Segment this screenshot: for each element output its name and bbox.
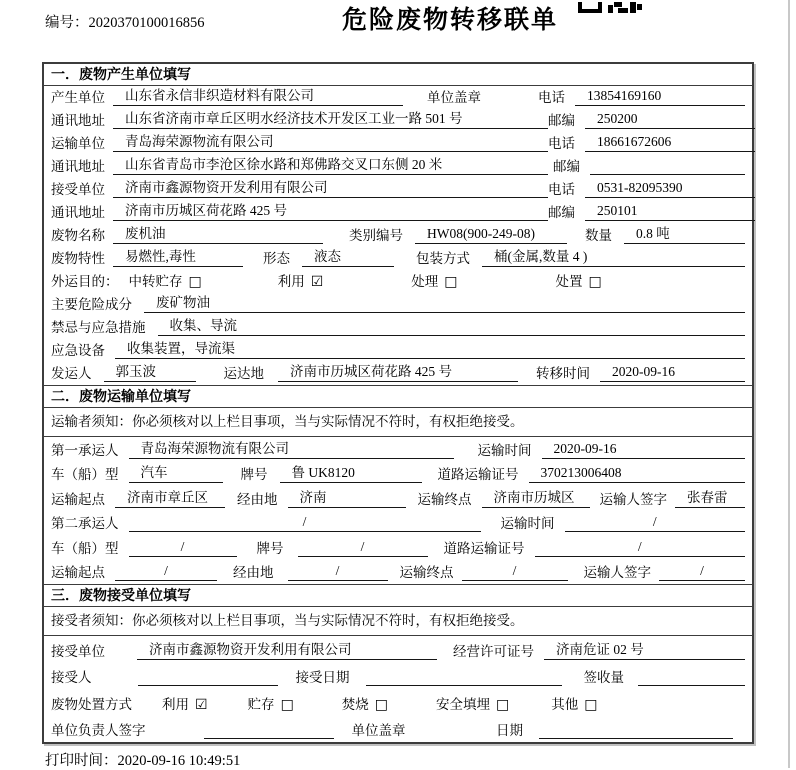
- row-accepting-unit: [44, 636, 752, 663]
- transporter-notice: 运输者须知：你必须核对以上栏目事项，当与实际情况不符时，有权拒绝接受。: [44, 408, 752, 437]
- emergency-equipment-field: 收集装置，导流渠: [115, 340, 745, 359]
- vehicle-type2-label: 车（船）型: [51, 540, 119, 556]
- purpose-transit-storage-label: 中转贮存: [128, 274, 183, 289]
- via1-field: 济南: [288, 489, 406, 508]
- accepting-unit-field: 济南市鑫源物资开发利用有限公司: [137, 641, 437, 660]
- disposal-reuse-checkbox: ☑: [195, 696, 208, 713]
- sign-date-field: [539, 737, 733, 739]
- purpose-treatment-checkbox: □: [444, 274, 458, 290]
- receiver-address-field: 济南市历城区荷花路 425 号: [113, 202, 548, 221]
- signed-quantity-label: 签收量: [583, 670, 624, 685]
- origin1-label: 运输起点: [51, 491, 105, 507]
- receiver-address-label: 通讯地址: [51, 205, 105, 220]
- receiver-zip-field: 250101: [585, 202, 755, 221]
- transport-unit-field: 青岛海荣源物流有限公司: [113, 133, 548, 152]
- section-transporter-title: 二．废物运输单位填写: [44, 385, 752, 408]
- transport-time1-label: 运输时间: [477, 442, 532, 458]
- section-transporter: [44, 385, 752, 584]
- hazard-components-field: 废矿物油: [144, 294, 745, 313]
- row-accepting-person: [44, 663, 752, 690]
- vehicle-type2-field: /: [129, 538, 237, 557]
- unit-seal2-label: 单位盖章: [351, 723, 406, 738]
- transfer-date-label: 转移时间: [536, 366, 590, 381]
- serial-label: 编号：: [45, 15, 89, 31]
- row-receiver-unit: [44, 178, 752, 201]
- signed-quantity-field: [638, 684, 745, 686]
- sign-date-label: 日期: [496, 723, 523, 738]
- terminus1-field: 济南市历城区: [482, 489, 590, 508]
- carrier-signature1-label: 运输人签字: [599, 491, 667, 507]
- producer-address-field: 山东省济南市章丘区明水经济技术开发区工业一路 501 号: [113, 110, 548, 129]
- vehicle-type1-label: 车（船）型: [51, 467, 119, 482]
- row-route1: [44, 486, 752, 511]
- carrier-signature1-field: 张春雷: [675, 489, 745, 508]
- row-route2: [44, 560, 752, 585]
- unit-seal-label: 单位盖章: [427, 90, 481, 105]
- waste-name-field: 废机油: [113, 225, 323, 244]
- row-transfer-purpose: [44, 270, 752, 293]
- transport-phone-label: 电话: [548, 136, 575, 151]
- row-disposal-method: [44, 689, 752, 716]
- business-permit-field: 济南危证 02 号: [544, 641, 745, 660]
- receiver-notice: 接受者须知：你必须核对以上栏目事项，当与实际情况不符时，有权拒绝接受。: [44, 607, 752, 636]
- road-permit2-field: /: [535, 538, 746, 557]
- purpose-reuse-label: 利用: [277, 274, 305, 289]
- purpose-disposal-checkbox: □: [588, 274, 602, 290]
- plate-number1-field: 鲁 UK8120: [280, 464, 422, 483]
- accepting-person-label: 接受人: [51, 670, 92, 685]
- producer-address-label: 通讯地址: [51, 113, 105, 128]
- waste-category-label: 类别编号: [349, 228, 403, 243]
- row-producer-unit: [44, 86, 752, 109]
- disposal-storage-checkbox: □: [280, 696, 294, 713]
- serial-number: 2020370100016856: [88, 15, 205, 31]
- row-responsible-signature: [44, 716, 752, 743]
- row-waste-characteristics: [44, 247, 752, 270]
- purpose-transit-storage-checkbox: □: [188, 274, 202, 290]
- carrier-signature2-field: /: [659, 562, 745, 581]
- disposal-reuse-label: 利用: [162, 696, 189, 712]
- section-receiver: [44, 584, 752, 742]
- waste-category-field: HW08(900-249-08): [415, 225, 567, 244]
- receiver-unit-label: 接受单位: [51, 182, 105, 197]
- receiver-zip-label: 邮编: [548, 205, 575, 220]
- section-producer: [44, 64, 752, 385]
- disposal-other-label: 其他: [551, 696, 579, 712]
- terminus2-field: /: [462, 562, 568, 581]
- disposal-other-checkbox: □: [584, 696, 598, 713]
- emergency-equipment-label: 应急设备: [51, 343, 105, 358]
- row-producer-address: [44, 109, 752, 132]
- row-first-carrier: [44, 437, 752, 462]
- first-carrier-field: 青岛海荣源物流有限公司: [129, 440, 454, 459]
- responsible-signature-label: 单位负责人签字: [51, 723, 146, 738]
- purpose-disposal-label: 处置: [555, 274, 583, 289]
- shipper-field: 郭玉波: [104, 363, 196, 382]
- waste-form-field: 液态: [302, 248, 394, 267]
- accepting-person-field: [138, 684, 278, 686]
- plate-number1-label: 牌号: [240, 467, 268, 482]
- row-transport-unit: [44, 132, 752, 155]
- producer-phone-label: 电话: [538, 90, 565, 105]
- producer-unit-label: 产生单位: [51, 90, 105, 105]
- packaging-field: 桶(金属,数量 4 ): [482, 248, 745, 267]
- waste-form-label: 形态: [263, 251, 290, 266]
- transport-phone-field: 18661672606: [585, 133, 755, 152]
- producer-unit-field: 山东省永信非织造材料有限公司: [113, 87, 403, 106]
- road-permit2-label: 道路运输证号: [443, 540, 525, 556]
- disposal-incineration-checkbox: □: [374, 696, 389, 713]
- waste-quantity-field: 0.8 吨: [624, 225, 745, 244]
- transport-zip-field: [590, 173, 745, 175]
- print-time-label: 打印时间：: [45, 753, 118, 769]
- transport-zip-label: 邮编: [553, 159, 580, 174]
- vehicle-type1-field: 汽车: [129, 464, 223, 483]
- transfer-manifest-form: [42, 62, 754, 744]
- carrier-signature2-label: 运输人签字: [583, 565, 651, 580]
- road-permit1-field: 370213006408: [529, 464, 746, 483]
- purpose-treatment-label: 处理: [411, 274, 439, 289]
- disposal-landfill-checkbox: □: [496, 696, 510, 713]
- transport-time2-label: 运输时间: [500, 516, 555, 531]
- responsible-signature-field: [204, 737, 334, 739]
- destination-label: 运达地: [223, 366, 264, 381]
- transport-address-field: 山东省青岛市李沧区徐水路和郑佛路交叉口东侧 20 米: [113, 156, 548, 175]
- row-second-carrier: [44, 511, 752, 536]
- via1-label: 经由地: [237, 491, 278, 507]
- row-hazard-components: [44, 293, 752, 316]
- page-title: 危险废物转移联单: [341, 6, 558, 34]
- receiver-unit-field: 济南市鑫源物资开发利用有限公司: [113, 179, 548, 198]
- producer-zip-field: 250200: [585, 110, 755, 129]
- row-shipper: [44, 362, 752, 385]
- print-time: [45, 749, 240, 770]
- row-receiver-address: [44, 201, 752, 224]
- row-transport-address: [44, 155, 752, 178]
- terminus2-label: 运输终点: [399, 565, 454, 580]
- waste-characteristics-field: 易燃性,毒性: [113, 248, 243, 267]
- origin1-field: 济南市章丘区: [115, 489, 225, 508]
- first-carrier-label: 第一承运人: [51, 442, 119, 458]
- waste-characteristics-label: 废物特性: [51, 251, 105, 266]
- accepting-date-field: [366, 684, 562, 686]
- purpose-reuse-checkbox: ☑: [310, 274, 324, 290]
- plate-number2-field: /: [298, 538, 428, 557]
- via2-field: /: [288, 562, 388, 581]
- section-producer-title: 一．废物产生单位填写: [44, 64, 752, 86]
- transport-unit-label: 运输单位: [51, 136, 105, 151]
- packaging-label: 包装方式: [416, 251, 470, 266]
- accepting-unit-label: 接受单位: [51, 643, 105, 659]
- second-carrier-label: 第二承运人: [51, 516, 119, 531]
- transfer-date-field: 2020-09-16: [600, 363, 745, 382]
- transport-time2-field: /: [565, 513, 746, 532]
- destination-field: 济南市历城区荷花路 425 号: [278, 363, 518, 382]
- producer-zip-label: 邮编: [548, 113, 575, 128]
- road-permit1-label: 道路运输证号: [437, 467, 519, 482]
- disposal-method-label: 废物处置方式: [51, 696, 132, 712]
- hazard-components-label: 主要危险成分: [51, 297, 132, 312]
- page-edge-line: [788, 0, 790, 768]
- via2-label: 经由地: [233, 565, 274, 580]
- disposal-incineration-label: 焚烧: [341, 696, 369, 712]
- waste-name-label: 废物名称: [51, 228, 105, 243]
- emergency-measures-field: 收集、导流: [158, 317, 746, 336]
- qr-code-icon: [578, 0, 644, 18]
- waste-quantity-label: 数量: [585, 228, 612, 243]
- business-permit-label: 经营许可证号: [453, 643, 534, 659]
- row-emergency-measures: [44, 316, 752, 339]
- disposal-landfill-label: 安全填埋: [436, 696, 491, 712]
- disposal-storage-label: 贮存: [247, 696, 275, 712]
- transfer-purpose-label: 外运目的：: [51, 274, 119, 289]
- transport-time1-field: 2020-09-16: [542, 440, 746, 459]
- plate-number2-label: 牌号: [256, 540, 284, 556]
- print-time-value: 2020-09-16 10:49:51: [117, 753, 241, 769]
- terminus1-label: 运输终点: [417, 491, 472, 507]
- emergency-measures-label: 禁忌与应急措施: [51, 320, 146, 335]
- shipper-label: 发运人: [51, 366, 92, 381]
- row-vehicle2: [44, 535, 752, 560]
- producer-phone-field: 13854169160: [575, 87, 745, 106]
- row-vehicle1: [44, 462, 752, 487]
- row-waste-name: [44, 224, 752, 247]
- origin2-label: 运输起点: [51, 565, 105, 580]
- receiver-phone-field: 0531-82095390: [585, 179, 755, 198]
- accepting-date-label: 接受日期: [295, 670, 350, 685]
- origin2-field: /: [115, 562, 217, 581]
- section-receiver-title: 三．废物接受单位填写: [44, 584, 752, 607]
- row-emergency-equipment: [44, 339, 752, 362]
- transport-address-label: 通讯地址: [51, 159, 105, 174]
- receiver-phone-label: 电话: [548, 182, 575, 197]
- second-carrier-field: /: [129, 513, 481, 532]
